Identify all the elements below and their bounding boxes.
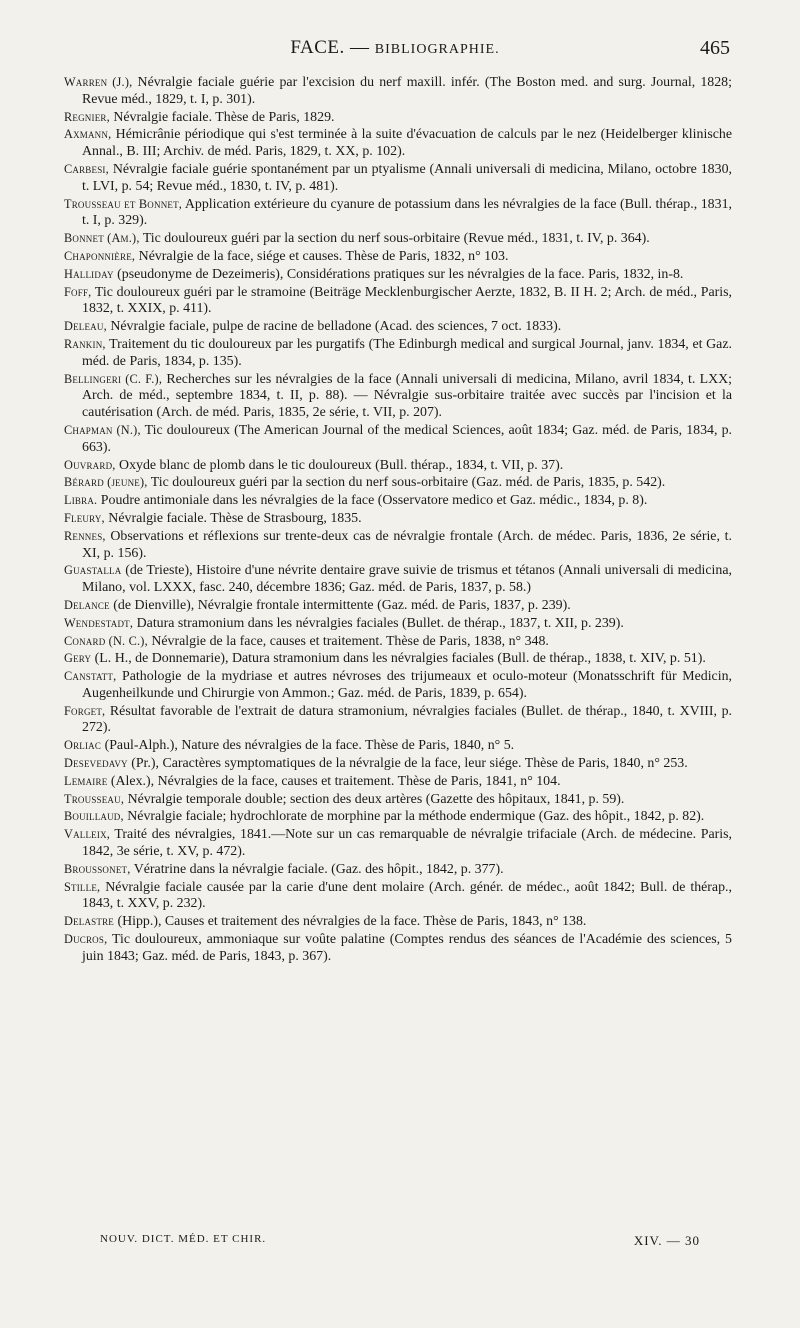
entry-text: Datura stramonium dans les névralgies faciales (Bullet. de thérap., 1837, t. XII, p. 239).	[133, 615, 624, 631]
entry-text: Névralgie faciale guérie spontanément par un ptyalisme (Annali universali di medicina, Milano, octobre 1830, t. LVI, p. 54; Revue méd., 1830, t. IV, p. 481).	[82, 161, 732, 194]
bibliography-entry	[64, 633, 732, 651]
entry-author: Conard (N. C.),	[64, 633, 148, 648]
bibliography-entry	[64, 161, 732, 196]
bibliography-entry	[64, 74, 732, 109]
bibliography-entry	[64, 826, 732, 861]
bibliography-entry	[64, 791, 732, 809]
bibliography-entry	[64, 528, 732, 563]
entry-text: Névralgie de la face, siége et causes. Thèse de Paris, 1832, n° 103.	[135, 248, 509, 264]
entry-author: Bouillaud,	[64, 809, 124, 824]
page-title	[60, 34, 730, 64]
entry-author: Warren (J.),	[64, 75, 133, 89]
bibliography-entry	[64, 773, 732, 791]
entry-author: Chapman (N.),	[64, 422, 141, 437]
entry-author: Guastalla	[64, 563, 122, 578]
entry-text: Tic douloureux guéri par le stramoine (Beiträge Mecklenburgischer Aerzte, 1832, B. II H. 2; Arch. de méd., Paris, 1832, t. XXIX, p. 411).	[82, 284, 732, 317]
bibliography-entry	[64, 562, 732, 597]
entry-author: Libra.	[64, 493, 98, 508]
entry-text: Névralgie de la face, causes et traitement. Thèse de Paris, 1838, n° 348.	[147, 633, 549, 649]
entry-text: Observations et réflexions sur trente-deux cas de névralgie frontale (Arch. de médec. Paris, 1836, 2e série, t. XI, p. 156).	[82, 528, 732, 561]
entry-author: Canstatt,	[64, 669, 117, 684]
entry-author: Deleau,	[64, 319, 107, 334]
entry-author: Trousseau et Bonnet,	[64, 196, 183, 211]
entry-text: Névralgie faciale guérie par l'excision du nerf maxill. infér. (The Boston med. and surg. Journal, 1828; Revue méd., 1829, t. I, p. 301).	[82, 75, 732, 107]
bibliography-entry	[64, 597, 732, 615]
bibliography-entry	[64, 737, 732, 755]
bibliography-entry	[64, 196, 732, 231]
entry-author: Bellingeri (C. F.),	[64, 371, 163, 386]
entry-text: (Pr.), Caractères symptomatiques de la névralgie de la face, leur siége. Thèse de Paris, 1840, n° 253.	[127, 756, 688, 772]
entry-text: Vératrine dans la névralgie faciale. (Gaz. des hôpit., 1842, p. 377).	[130, 861, 504, 877]
entry-text: Oxyde blanc de plomb dans le tic douloureux (Bull. thérap., 1834, t. VII, p. 37).	[115, 457, 564, 473]
entry-text: Névralgie faciale. Thèse de Paris, 1829.	[109, 109, 335, 125]
entry-author: Rennes,	[64, 528, 106, 543]
entry-author: Forget,	[64, 703, 106, 718]
bibliography-entry	[64, 510, 732, 528]
entry-text: Pathologie de la mydriase et autres névroses des trijumeaux et oculo-moteur (Monatsschrift für Medicin, Augenheilkunde und Chirurgie von Ammon.; Gaz. méd. de Paris, 1839, p. 654).	[82, 669, 732, 701]
bibliography-entry	[64, 650, 732, 668]
entry-text: (Paul-Alph.), Nature des névralgies de la face. Thèse de Paris, 1840, n° 5.	[101, 738, 515, 754]
bibliography-entry	[64, 474, 732, 492]
bibliography-entry	[64, 109, 732, 127]
bibliography-entry	[64, 755, 732, 773]
bibliography-entry	[64, 336, 732, 371]
bibliography-entry	[64, 230, 732, 248]
entry-text: Poudre antimoniale dans les névralgies de la face (Osservatore medico et Gaz. médic., 1834, p. 8).	[97, 493, 648, 509]
page-footer	[100, 1233, 700, 1253]
title-section: BIBLIOGRAPHIE.	[374, 42, 500, 57]
entry-author: Trousseau,	[64, 791, 125, 806]
page-number: 465	[700, 37, 730, 59]
bibliography-entry	[64, 248, 732, 266]
entry-text: Hémicrânie périodique qui s'est terminée à la suite d'évacuation de calculs par le nez (Heidelberger klinische Annal., B. III; Archiv. de méd. Paris, 1829, t. XX, p. 102).	[82, 127, 732, 160]
entry-author: Stille,	[64, 879, 101, 894]
entry-text: Application extérieure du cyanure de potassium dans les névralgies de la face (Bull. thérap., 1831, t. I, p. 329).	[82, 196, 732, 229]
entry-author: Regnier,	[64, 109, 110, 124]
bibliography-entry	[64, 266, 732, 284]
entry-text: Traitement du tic douloureux par les purgatifs (The Edinburgh medical and surgical Journal, janv. 1834, et Gaz. méd. de Paris, 1834, p. 135).	[82, 336, 732, 369]
entry-text: Névralgie faciale; hydrochlorate de morphine par la méthode endermique (Gaz. des hôpit., 1842, p. 82).	[123, 809, 705, 825]
bibliography-list	[64, 74, 732, 966]
footer-volume-sheet: XIV. — 30	[633, 1233, 700, 1248]
entry-author: Rankin,	[64, 336, 106, 351]
title-main: FACE. —	[290, 37, 375, 58]
entry-text: Névralgie faciale, pulpe de racine de belladone (Acad. des sciences, 7 oct. 1833).	[106, 319, 562, 335]
bibliography-entry	[64, 492, 732, 510]
entry-author: Bonnet (Am.),	[64, 231, 140, 246]
entry-text: (Alex.), Névralgies de la face, causes et traitement. Thèse de Paris, 1841, n° 104.	[107, 773, 561, 789]
entry-author: Fleury,	[64, 510, 105, 525]
entry-text: Tic douloureux guéri par la section du nerf sous-orbitaire (Gaz. méd. de Paris, 1835, p. 542).	[147, 475, 666, 491]
footer-signature: NOUV. DICT. MÉD. ET CHIR.	[100, 1233, 267, 1245]
bibliography-entry	[64, 371, 732, 422]
entry-author: Broussonet,	[64, 861, 131, 876]
bibliography-entry	[64, 457, 732, 475]
entry-author: Orliac	[64, 738, 102, 753]
entry-author: Ouvrard,	[64, 457, 116, 472]
entry-author: Axmann,	[64, 127, 112, 142]
entry-text: Névralgie faciale causée par la carie d'une dent molaire (Arch. génér. de médec., août 1842; Bull. de thérap., 1843, t. XXV, p. 232).	[82, 879, 732, 912]
entry-text: (L. H., de Donnemarie), Datura stramonium dans les névralgies faciales (Bull. de thérap., 1838, t. XIV, p. 51).	[91, 651, 706, 667]
bibliography-entry	[64, 861, 732, 879]
bibliography-entry	[64, 318, 732, 336]
entry-author: Delance	[64, 597, 110, 612]
entry-author: Bérard (jeune),	[64, 475, 148, 490]
entry-text: (Hipp.), Causes et traitement des névralgies de la face. Thèse de Paris, 1843, n° 138.	[113, 914, 587, 930]
bibliography-entry	[64, 422, 732, 457]
entry-author: Delastre	[64, 914, 114, 929]
bibliography-entry	[64, 703, 732, 738]
bibliography-entry	[64, 284, 732, 319]
bibliography-entry	[64, 808, 732, 826]
entry-text: Tic douloureux (The American Journal of the medical Sciences, août 1834; Gaz. méd. de Paris, 1834, p. 663).	[82, 422, 732, 455]
entry-text: Traité des névralgies, 1841.—Note sur un cas remarquable de névralgie trifaciale (Arch. de médecine. Paris, 1842, 3e série, t. XV, p. 472).	[82, 827, 732, 860]
entry-author: Valleix,	[64, 827, 111, 842]
entry-author: Chaponnière,	[64, 248, 136, 263]
bibliography-entry	[64, 615, 732, 633]
entry-text: Névralgie temporale double; section des deux artères (Gazette des hôpitaux, 1841, p. 59).	[124, 791, 625, 807]
entry-text: Résultat favorable de l'extrait de datura stramonium, névralgies faciales (Bullet. de thérap., 1840, t. XVIII, p. 272).	[82, 703, 732, 736]
entry-author: Ducros,	[64, 932, 108, 947]
running-header	[60, 34, 730, 62]
entry-text: Tic douloureux, ammoniaque sur voûte palatine (Comptes rendus des séances de l'Académie des sciences, 5 juin 1843; Gaz. méd. de Paris, 1843, p. 367).	[82, 932, 732, 964]
entry-text: (de Dienville), Névralgie frontale intermittente (Gaz. méd. de Paris, 1837, p. 239).	[109, 597, 571, 613]
entry-author: Wendestadt,	[64, 615, 134, 630]
entry-text: Névralgie faciale. Thèse de Strasbourg, 1835.	[104, 510, 362, 526]
entry-author: Lemaire	[64, 773, 108, 788]
entry-author: Carbesi,	[64, 161, 109, 176]
entry-author: Desevedavy	[64, 756, 128, 771]
entry-author: Gery	[64, 651, 92, 666]
entry-text: Recherches sur les névralgies de la face (Annali universali di medicina, Milano, avril 1834, t. LXX; Arch. de méd., septembre 1834, t. II, p. 88). — Névralgie sus-orbitaire traitée avec succès par l'incision et la cautérisation (Arch. de méd. Paris, 1835, 2e série, t. VII, p. 207).	[82, 371, 732, 421]
bibliography-entry	[64, 913, 732, 931]
entry-text: (de Trieste), Histoire d'une névrite dentaire grave suivie de trismus et tétanos (Annali universali di medicina, Milano, vol. LXXX, fasc. 240, décembre 1836; Gaz. méd. de Paris, 1837, p. 58.)	[82, 563, 732, 596]
entry-author: Halliday	[64, 266, 114, 281]
entry-text: (pseudonyme de Dezeimeris), Considérations pratiques sur les névralgies de la face. Paris, 1832, in-8.	[113, 266, 684, 282]
bibliography-entry	[64, 126, 732, 161]
entry-author: Foff,	[64, 284, 92, 299]
bibliography-entry	[64, 879, 732, 914]
entry-text: Tic douloureux guéri par la section du nerf sous-orbitaire (Revue méd., 1831, t. IV, p. 364).	[139, 231, 650, 247]
bibliography-entry	[64, 668, 732, 703]
bibliography-entry	[64, 931, 732, 966]
